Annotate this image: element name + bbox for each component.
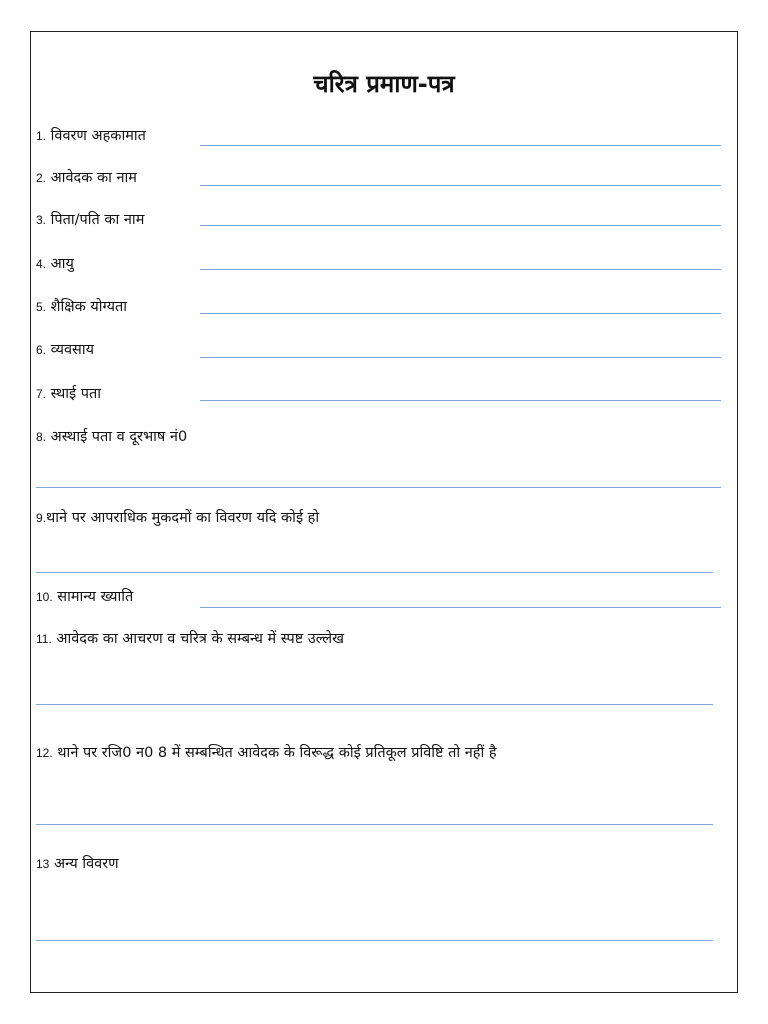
field-5-line[interactable] bbox=[200, 313, 721, 314]
field-8-number: 8. bbox=[36, 430, 47, 444]
field-2-number: 2. bbox=[36, 171, 47, 185]
field-8-label bbox=[36, 427, 187, 447]
field-6-label bbox=[36, 340, 94, 360]
field-5-label bbox=[36, 297, 127, 317]
field-4-number: 4. bbox=[36, 257, 47, 271]
field-13-number: 13 bbox=[36, 857, 50, 871]
field-7-number: 7. bbox=[36, 387, 47, 401]
field-11-text: आवेदक का आचरण व चरित्र के सम्बन्ध में स्पष्ट उल्लेख bbox=[56, 631, 344, 647]
field-9-number: 9. bbox=[36, 511, 47, 525]
field-1-label bbox=[36, 126, 146, 146]
page-title: चरित्र प्रमाण-पत्र bbox=[313, 70, 455, 98]
field-7-text: स्थाई पता bbox=[50, 386, 101, 402]
field-1-line[interactable] bbox=[200, 145, 721, 146]
field-2-line[interactable] bbox=[200, 185, 721, 186]
field-10-text: सामान्य ख्याति bbox=[57, 589, 134, 605]
field-9-label bbox=[36, 508, 319, 528]
field-3-line[interactable] bbox=[200, 225, 721, 226]
field-10-number: 10. bbox=[36, 590, 53, 604]
field-10-line[interactable] bbox=[200, 607, 721, 608]
field-12-label bbox=[36, 743, 497, 763]
field-13-text: अन्य विवरण bbox=[53, 856, 119, 872]
field-7-line[interactable] bbox=[200, 400, 721, 401]
field-6-number: 6. bbox=[36, 343, 47, 357]
field-5-number: 5. bbox=[36, 300, 47, 314]
field-1-text: विवरण अहकामात bbox=[50, 128, 146, 144]
field-9-line[interactable] bbox=[36, 572, 713, 573]
field-6-text: व्यवसाय bbox=[50, 342, 95, 358]
field-8-text: अस्थाई पता व दूरभाष नं0 bbox=[50, 429, 188, 445]
field-13-label bbox=[36, 854, 119, 874]
field-12-text: थाने पर रजि0 न0 8 में सम्बन्धित आवेदक के विरूद्ध कोई प्रतिकूल प्रविष्टि तो नहीं है bbox=[57, 745, 497, 761]
field-3-label bbox=[36, 210, 144, 230]
field-9-text: थाने पर आपराधिक मुकदमों का विवरण यदि कोई हो bbox=[46, 510, 320, 526]
field-5-text: शैक्षिक योग्यता bbox=[50, 299, 128, 315]
field-7-label bbox=[36, 384, 101, 404]
field-6-line[interactable] bbox=[200, 357, 721, 358]
field-12-number: 12. bbox=[36, 746, 53, 760]
field-8-line[interactable] bbox=[36, 487, 721, 488]
field-1-number: 1. bbox=[36, 129, 47, 143]
field-11-number: 11. bbox=[36, 632, 52, 646]
field-4-text: आयु bbox=[50, 256, 74, 272]
field-4-label bbox=[36, 254, 74, 274]
field-2-label bbox=[36, 168, 137, 188]
field-3-text: पिता/पति का नाम bbox=[50, 212, 145, 228]
field-11-line[interactable] bbox=[36, 704, 713, 705]
field-11-label bbox=[36, 629, 344, 649]
field-13-line[interactable] bbox=[36, 940, 713, 941]
field-3-number: 3. bbox=[36, 213, 47, 227]
field-4-line[interactable] bbox=[200, 269, 721, 270]
field-2-text: आवेदक का नाम bbox=[50, 170, 137, 186]
field-10-label bbox=[36, 587, 133, 607]
field-12-line[interactable] bbox=[36, 824, 713, 825]
